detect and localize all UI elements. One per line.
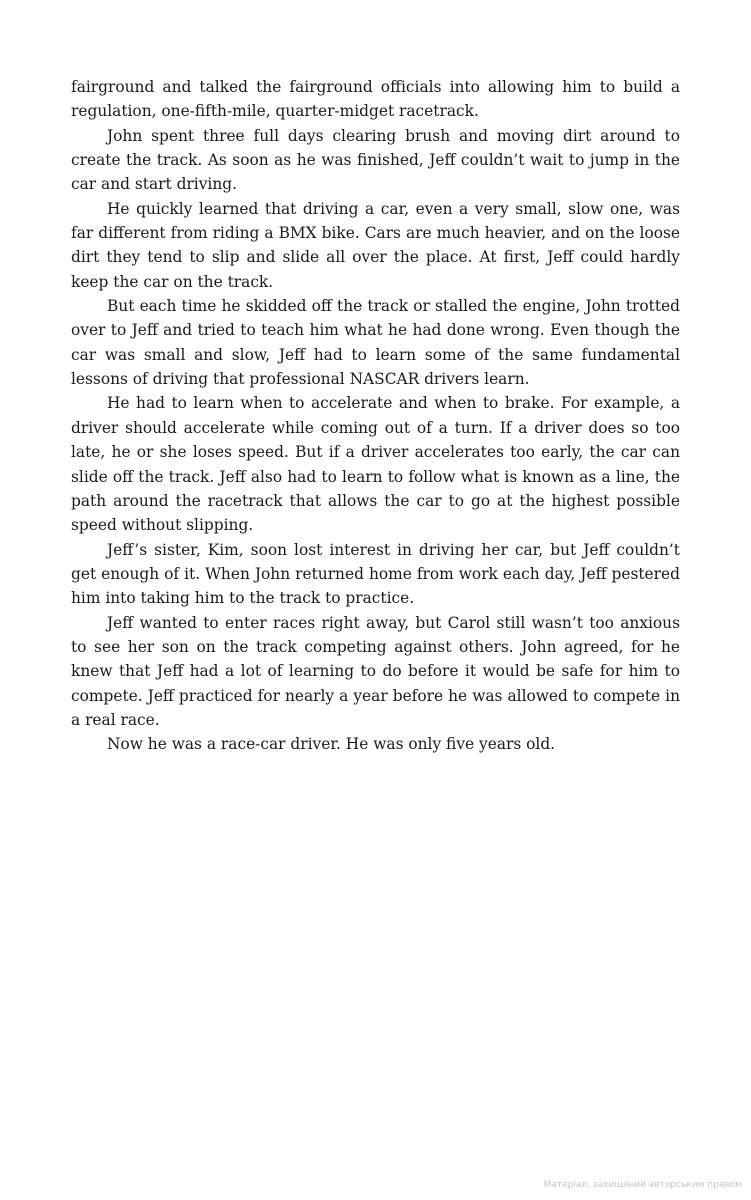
paragraph-2: John spent three full days clearing brush and moving dirt around to create the track. As soon as he was finished, Jeff couldn’t wait to jump in the car and start driving. (71, 126, 680, 194)
page-body (71, 75, 680, 757)
paragraph-3: He quickly learned that driving a car, even a very small, slow one, was far different from riding a BMX bike. Cars are much heavier, and on the loose dirt they tend to slip and slide all over the place. At first, Jeff could hardly keep the car on the track. (71, 199, 680, 291)
paragraph-6: Jeff’s sister, Kim, soon lost interest in driving her car, but Jeff couldn’t get enough of it. When John returned home from work each day, Jeff pestered him into taking him to the track to practice. (71, 540, 680, 608)
paragraph-1: fairground and talked the fairground officials into allowing him to build a regulation, one-fifth-mile, quarter-midget racetrack. (71, 78, 680, 121)
paragraph-4: But each time he skidded off the track or stalled the engine, John trotted over to Jeff and tried to teach him what he had done wrong. Even though the car was small and slow, Jeff had to learn some of the same fundamental lessons of driving that professional NASCAR drivers learn. (71, 297, 680, 389)
paragraph-8: Now he was a race-car driver. He was only five years old. (107, 735, 556, 754)
paragraph-7: Jeff wanted to enter races right away, but Carol still wasn’t too anxious to see her son on the track competing against others. John agreed, for he knew that Jeff had a lot of learning to do before it would be safe for him to compete. Jeff practiced for nearly a year before he was allowed to compete in a real race. (71, 613, 680, 729)
paragraph-5: He had to learn when to accelerate and when to brake. For example, a driver should accelerate while coming out of a turn. If a driver does so too late, he or she loses speed. But if a driver accelerates too early, the car can slide off the track. Jeff also had to learn to follow what is known as a line, the path around the racetrack that allows the car to go at the highest possible speed without slipping. (71, 394, 680, 535)
copyright-watermark: Матеріал, захищений авторським правом (543, 1180, 742, 1190)
